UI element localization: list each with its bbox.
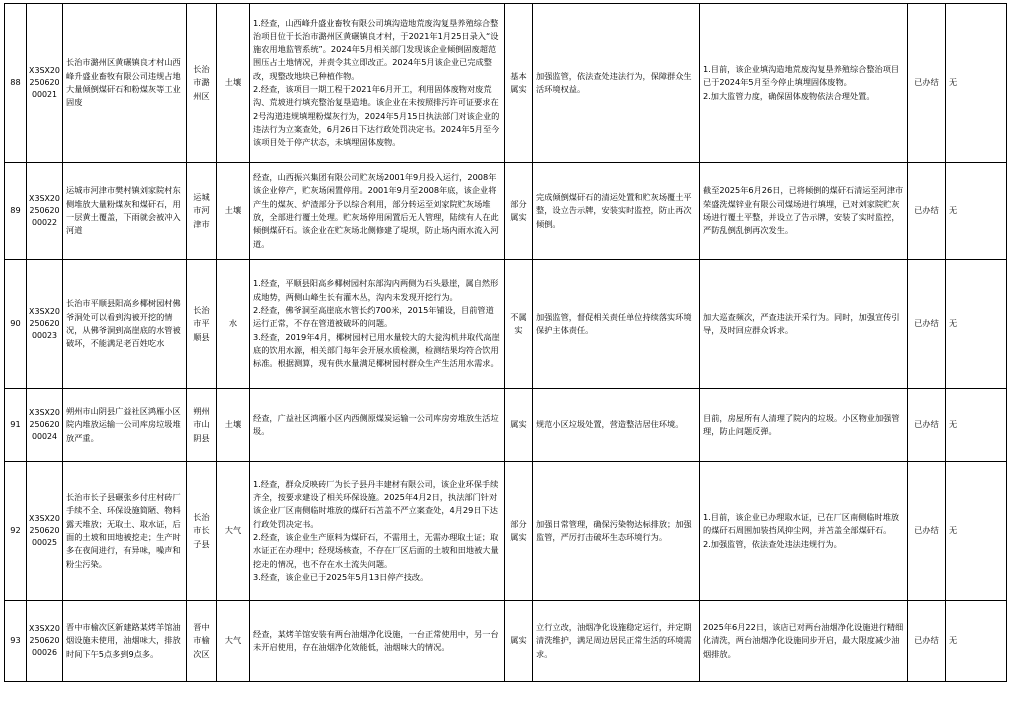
- table-row: [5, 4, 1007, 163]
- pollution-type: 土壤: [217, 4, 250, 163]
- row-number: 91: [5, 389, 27, 462]
- handling-measures: 完成倾倒煤矸石的清运处置和贮灰场覆土平整，设立告示牌，安装实时监控，防止再次倾倒。: [533, 163, 700, 260]
- table-row: [5, 601, 1007, 682]
- region: 运城市河津市: [187, 163, 217, 260]
- investigation-findings: 1.经查，群众反映砖厂为长子县丹丰建材有限公司，该企业环保手续齐全，按要求建设了相关环保设施。2025年4月2日，执法部门针对该企业厂区南侧临时堆放的煤矸石苫盖不严立案查处，4月29日下达行政处罚决定书。 2.经查，该企业生产原料为煤矸石，不需用土，无需办理取土证；取水证正在办理中；经现场核查，不存在厂区后面的土坡和田地被大量挖走的情况，也不存在水土流失问题。 3.经查，该企业已于2025年5月13日停产技改。: [250, 462, 505, 601]
- handling-measures: 加强日常管理，确保污染物达标排放；加强监管，严厉打击破坏生态环境行为。: [533, 462, 700, 601]
- case-status: 已办结: [908, 389, 946, 462]
- row-number: 89: [5, 163, 27, 260]
- handling-measures: 立行立改，油烟净化设施稳定运行，并定期清洗维护，满足周边居民正常生活的环境需求。: [533, 601, 700, 682]
- region: 长治市平顺县: [187, 260, 217, 389]
- rectification-progress: 2025年6月22日，该店已对两台油烟净化设施进行精细化清洗，两台油烟净化设施同步开启，最大限度减少油烟排放。: [700, 601, 908, 682]
- case-status: 已办结: [908, 4, 946, 163]
- complaint-content: 长治市长子县碾张乡付庄村砖厂手续不全、环保设施简陋、物料露天堆放；无取土、取水证，后面的土坡和田地被挖走；生产时多在夜间进行，有异味，噪声和粉尘污染。: [63, 462, 187, 601]
- complaint-content: 运城市河津市樊村镇刘家院村东侧堆放大量粉煤灰和煤矸石，用一层黄土覆盖，下雨就会被冲入河道: [63, 163, 187, 260]
- complaint-content: 朔州市山阴县广益社区鸿雁小区院内堆放运输一公司库房垃圾堆放严重。: [63, 389, 187, 462]
- complaint-content: 长治市潞州区黄碾镇良才村山西峰升盛业畜牧有限公司违规占地大量倾倒煤矸石和粉煤灰等工业固废: [63, 4, 187, 163]
- verdict: 不属实: [505, 260, 533, 389]
- verdict: 属实: [505, 601, 533, 682]
- case-status: 已办结: [908, 163, 946, 260]
- investigation-findings: 1.经查，山西峰升盛业畜牧有限公司填沟造地荒废沟复垦养殖综合整治项目位于长治市潞州区黄碾镇良才村，于2021年1月25日录入“设施农用地监管系统”。2024年5月相关部门发现该企业倾倒固废超范围压占土地情况，并责令其立即改正。2024年5月该企业已完成整改，现整改地块已种植作物。 2.经查，该项目一期工程于2021年6月开工，利用固体废物对废荒沟、荒坡进行填充整治复垦造地。该企业在未按照排污许可证要求在2号沟道违规填埋粉煤灰行为，2024年5月15日执法部门对该企业的违法行为立案查处，6月26日下达行政处罚决定书。2024年5月至今该项目处于停产状态，未填埋固体废物。: [250, 4, 505, 163]
- region: 晋中市榆次区: [187, 601, 217, 682]
- accountability: 无: [946, 260, 1007, 389]
- pollution-type: 大气: [217, 601, 250, 682]
- case-code: X3SX2025062000026: [27, 601, 63, 682]
- row-number: 93: [5, 601, 27, 682]
- case-status: 已办结: [908, 462, 946, 601]
- rectification-progress: 目前，房屋所有人清理了院内的垃圾。小区物业加强管理，防止问题反弹。: [700, 389, 908, 462]
- accountability: 无: [946, 601, 1007, 682]
- case-code: X3SX2025062000024: [27, 389, 63, 462]
- investigation-findings: 经查，山西振兴集团有限公司贮灰场2001年9月投入运行，2008年该企业停产，贮灰场闲置停用。2001年9月至2008年底，该企业将产生的煤灰、炉渣部分予以综合利用，部分转运至刘家院贮灰场堆放，全部进行覆土处理。贮灰场停用闲置后无人管理，陆续有人在此倾倒煤矸石。该企业在贮灰场北侧修建了堤坝，防止场内雨水流入河道。: [250, 163, 505, 260]
- pollution-type: 水: [217, 260, 250, 389]
- table-row: [5, 389, 1007, 462]
- verdict: 基本属实: [505, 4, 533, 163]
- case-code: X3SX2025062000025: [27, 462, 63, 601]
- row-number: 88: [5, 4, 27, 163]
- rectification-progress: 1.目前，该企业已办理取水证，已在厂区南侧临时堆放的煤矸石周围加装挡风抑尘网，并苫盖全部煤矸石。 2.加强监管，依法查处违法违规行为。: [700, 462, 908, 601]
- case-code: X3SX2025062000023: [27, 260, 63, 389]
- pollution-type: 土壤: [217, 389, 250, 462]
- table-body: [5, 4, 1007, 682]
- complaint-table-container: [4, 3, 1007, 682]
- verdict: 属实: [505, 389, 533, 462]
- rectification-progress: 截至2025年6月26日，已将倾倒的煤矸石清运至河津市荣盛洗煤锌业有限公司煤场进行填埋，已对刘家院贮灰场进行覆土平整，并设立了告示牌，安装了实时监控，严防乱倒乱倒再次发生。: [700, 163, 908, 260]
- accountability: 无: [946, 389, 1007, 462]
- rectification-progress: 加大巡查频次，严查违法开采行为。同时，加强宣传引导，及时回应群众诉求。: [700, 260, 908, 389]
- investigation-findings: 经查，某烤羊馆安装有两台油烟净化设施，一台正常使用中，另一台未开启使用，存在油烟净化效能低，油烟味大的情况。: [250, 601, 505, 682]
- handling-measures: 规范小区垃圾处置，营造整洁居住环境。: [533, 389, 700, 462]
- complaint-content: 长治市平顺县阳高乡椰树园村佛爷洞处可以看到沟被开挖的情况，从佛爷洞到高崖底的水管被破坏，不能满足老百姓吃水: [63, 260, 187, 389]
- verdict: 部分属实: [505, 462, 533, 601]
- row-number: 90: [5, 260, 27, 389]
- rectification-progress: 1.目前，该企业填沟造地荒废沟复垦养殖综合整治项目已于2024年5月至今停止填埋固体废物。 2.加大监管力度，确保固体废物依法合理处置。: [700, 4, 908, 163]
- table-row: [5, 260, 1007, 389]
- row-number: 92: [5, 462, 27, 601]
- table-row: [5, 163, 1007, 260]
- accountability: 无: [946, 462, 1007, 601]
- case-code: X3SX2025062000021: [27, 4, 63, 163]
- pollution-type: 大气: [217, 462, 250, 601]
- handling-measures: 加强监管，督促相关责任单位持续落实环境保护主体责任。: [533, 260, 700, 389]
- complaint-table: [4, 3, 1007, 682]
- investigation-findings: 经查，广益社区鸿雁小区内西侧原煤炭运输一公司库房旁堆放生活垃圾。: [250, 389, 505, 462]
- region: 长治市长子县: [187, 462, 217, 601]
- verdict: 部分属实: [505, 163, 533, 260]
- accountability: 无: [946, 163, 1007, 260]
- handling-measures: 加强监管，依法查处违法行为，保障群众生活环境权益。: [533, 4, 700, 163]
- case-status: 已办结: [908, 601, 946, 682]
- case-status: 已办结: [908, 260, 946, 389]
- table-row: [5, 462, 1007, 601]
- region: 长治市潞州区: [187, 4, 217, 163]
- pollution-type: 土壤: [217, 163, 250, 260]
- investigation-findings: 1.经查，平顺县阳高乡椰树园村东部沟内两侧为石头悬崖，属自然形成地势，两侧山峰生长有灌木丛，沟内未发现开挖行为。 2.经查，佛爷洞至高崖底水管长约700米，2015年铺设，目前管道运行正常，不存在管道被破坏的问题。 3.经查，2019年4月，椰树园村已用水量较大的大瓮沟机井取代高崖底的饮用水源，相关部门每年会开展水质检测，检测结果均符合饮用标准。根据测算，现有供水量满足椰树园村群众生产生活用水需求。: [250, 260, 505, 389]
- case-code: X3SX2025062000022: [27, 163, 63, 260]
- complaint-content: 晋中市榆次区新建路某烤羊馆油烟设施未使用，油烟味大，排放时间下午5点多到9点多。: [63, 601, 187, 682]
- accountability: 无: [946, 4, 1007, 163]
- region: 朔州市山阴县: [187, 389, 217, 462]
